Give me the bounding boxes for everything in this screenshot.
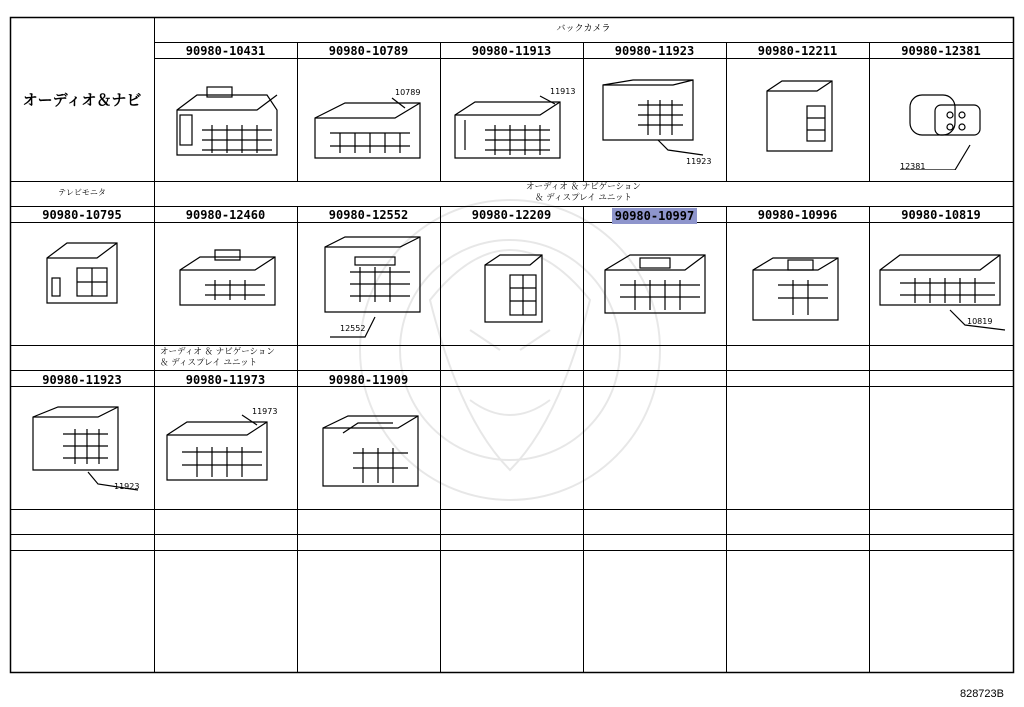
connector-drawing <box>762 76 842 166</box>
connector-drawing <box>895 80 995 170</box>
part-number: 90980-12211 <box>757 44 838 58</box>
row1-group-header: バックカメラ <box>556 24 611 34</box>
callout-label: 10789 <box>395 88 421 97</box>
part-number: 90980-11913 <box>471 44 552 58</box>
part-number: 90980-11909 <box>328 373 409 387</box>
part-number: 90980-10789 <box>328 44 409 58</box>
callout-label: 10819 <box>967 317 993 326</box>
part-number: 90980-11923 <box>42 373 122 387</box>
connector-drawing <box>162 407 282 490</box>
row1-category-label: オーディオ＆ナビ <box>22 91 142 109</box>
row3-group-header: オーディオ ＆ ナビゲーション ＆ ディスプレイ ユニット <box>160 347 275 368</box>
connector-drawing <box>598 75 708 165</box>
part-number: 90980-11923 <box>614 44 695 58</box>
connector-drawing <box>600 245 715 320</box>
part-number: 90980-10795 <box>42 208 122 222</box>
row2-category-label: テレビモニタ <box>58 188 106 197</box>
connector-drawing <box>175 245 285 320</box>
connector-drawing <box>172 85 282 165</box>
connector-drawing <box>318 408 428 498</box>
connector-drawing <box>450 90 570 170</box>
callout-label: 11923 <box>686 157 712 166</box>
part-number: 90980-12209 <box>471 208 552 222</box>
connector-drawing <box>310 88 428 168</box>
connector-drawing <box>42 238 127 318</box>
row2-group-header: オーディオ ＆ ナビゲーション ＆ ディスプレイ ユニット <box>526 182 641 203</box>
callout-label: 11923 <box>114 482 140 491</box>
part-number: 90980-10996 <box>757 208 838 222</box>
part-number: 90980-12552 <box>328 208 409 222</box>
connector-drawing <box>320 232 430 342</box>
drawing-code: 828723B <box>959 688 1004 700</box>
part-number: 90980-12460 <box>185 208 266 222</box>
callout-label: 11913 <box>550 87 576 96</box>
callout-label: 12552 <box>340 324 366 333</box>
part-number: 90980-12381 <box>901 44 981 58</box>
connector-drawing <box>748 250 848 330</box>
callout-label: 12381 <box>900 162 926 171</box>
callout-label: 11973 <box>252 407 278 416</box>
part-number: 90980-10819 <box>901 208 981 222</box>
part-number: 90980-10431 <box>185 44 266 58</box>
part-number-highlighted[interactable]: 90980-10997 <box>612 208 697 224</box>
connector-drawing <box>480 250 550 330</box>
part-number: 90980-11973 <box>185 373 266 387</box>
